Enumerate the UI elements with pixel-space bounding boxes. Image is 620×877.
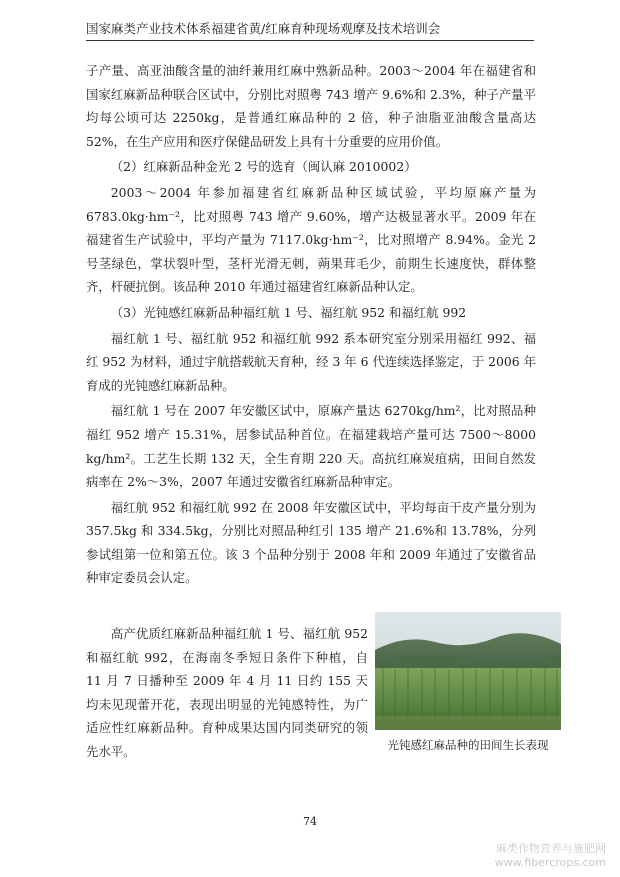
section-heading: （2）红麻新品种金光 2 号的选育（闽认麻 2010002） [110,159,417,175]
paragraph: 2003～2004 年参加福建省红麻新品种区域试验，平均原麻产量为 6783.0kg·hm⁻²，比对照粤 743 增产 9.60%，增产达极显著水平。2009 年在福建省生产试验中，平均产量为 7117.0kg·hm⁻²，比对照增产 8.94%。金光 2 号茎绿色，掌状裂叶型，茎杆光滑无刺，蒴果茸毛少，前期生长速度快，群体整齐，杆硬抗倒。该品种 2010 年通过福建省红麻新品种认定。 [86,184,536,295]
page-number: 74 [303,815,317,828]
watermark-title: 麻类作物营养与施肥网 [496,842,606,855]
paragraph: 子产量、高亚油酸含量的油纤兼用红麻中熟新品种。2003～2004 年在福建省和国家红麻新品种联合区试中，分别比对照粤 743 增产 9.6%和 2.3%，种子产量平均每公顷可达 2250kg，是普通红麻品种的 2 倍，种子油脂亚油酸含量高达 52%，在生产应用和医疗保健品研发上具有十分重要的应用价值。 [86,63,536,149]
paragraph: 福红航 1 号在 2007 年安徽区试中，原麻产量达 6270kg/hm²，比对照品种福红 952 增产 15.31%，居参试品种首位。在福建栽培产量可达 7500～8000 kg/hm²。工艺生长期 132 天，全生育期 220 天。高抗红麻炭疽病，田间自然发病率在 2%～3%，2007 年通过安徽省红麻新品种审定。 [86,403,536,490]
figure-caption: 光钝感红麻品种的田间生长表现 [387,738,549,752]
section-heading: （3）光钝感红麻新品种福红航 1 号、福红航 952 和福红航 992 [110,304,467,320]
paragraph: 福红航 952 和福红航 992 在 2008 年安徽区试中，平均每亩干皮产量分别为 357.5kg 和 334.5kg，分别比对照品种红引 135 增产 21.6%和 13.78%，分列参试组第一位和第五位。该 3 个品种分别于 2008 年和 2009 年通过了安徽省品种审定委员会认定。 [86,499,536,586]
field-photo [375,612,561,730]
article-body [86,59,536,592]
site-watermark [495,842,606,870]
running-header: 国家麻类产业技术体系福建省黄/红麻育种现场观摩及技术培训会 [86,20,534,41]
article-body-continued [86,622,368,764]
paragraph: 高产优质红麻新品种福红航 1 号、福红航 952 和福红航 992，在海南冬季短日条件下种植，自 11 月 7 日播种至 2009 年 4 月 11 日约 155 天均未见现蕾开花，表现出明显的光钝感特性，为广适应性红麻新品种。育种成果达国内同类研究的领先水平。 [86,626,368,759]
watermark-url: www.fibercrops.com [494,856,606,869]
paragraph: 福红航 1 号、福红航 952 和福红航 992 系本研究室分别采用福红 992、福红 952 为材料，通过宇航搭载航天育种，经 3 年 6 代连续选择鉴定，于 2006 年育成的光钝感红麻新品种。 [86,330,536,393]
